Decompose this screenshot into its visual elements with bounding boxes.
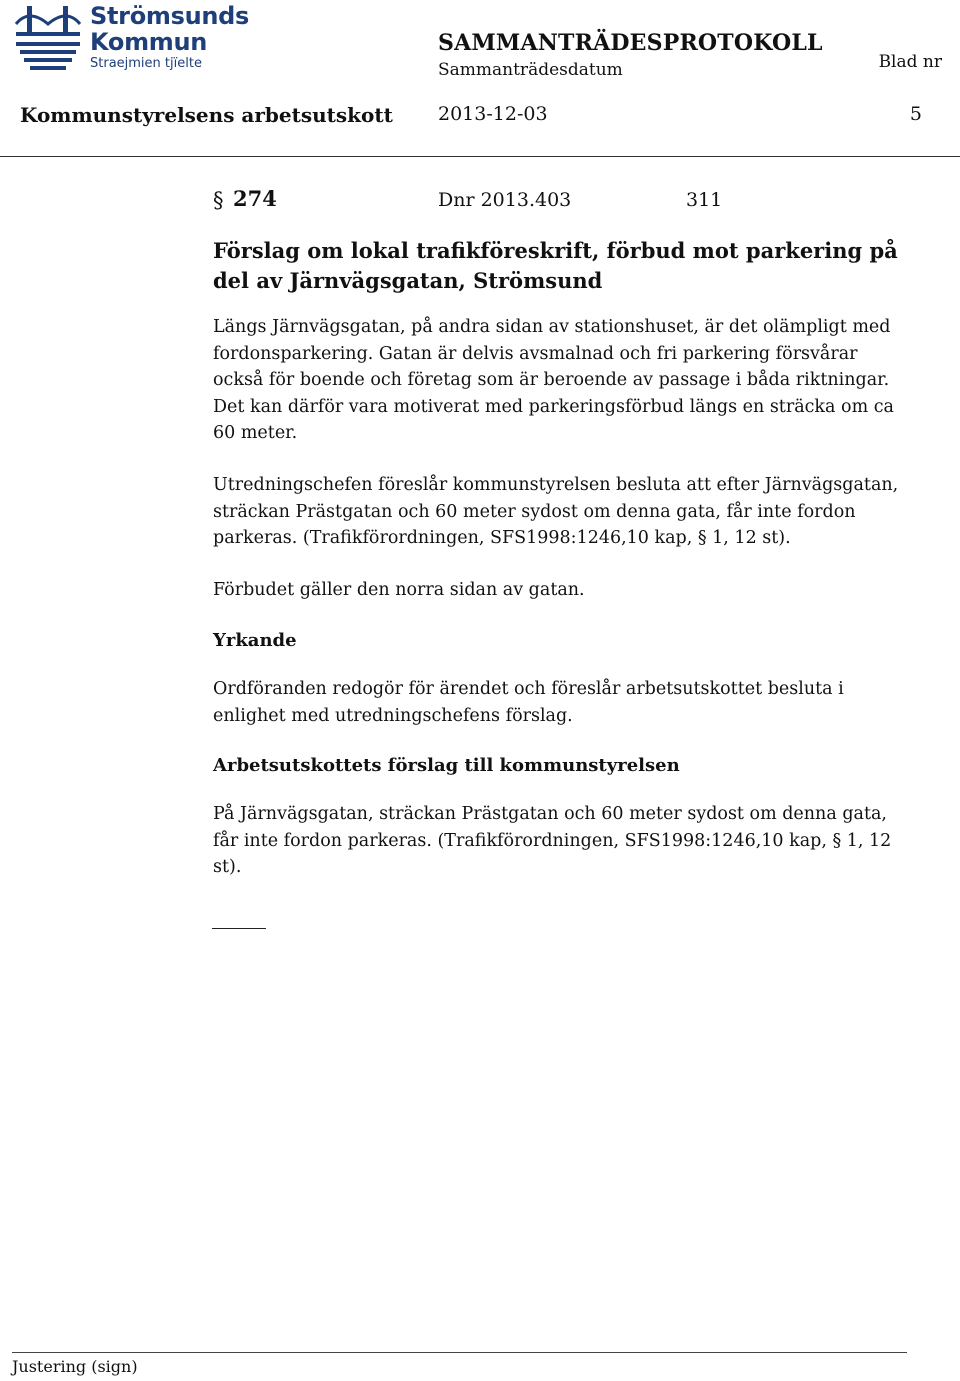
logo-name-line-2: Kommun bbox=[90, 28, 208, 56]
paragraph-scope: Förbudet gäller den norra sidan av gatan. bbox=[213, 580, 585, 600]
meeting-date-label: Sammanträdesdatum bbox=[438, 60, 623, 80]
bridge-emblem-icon bbox=[14, 2, 82, 72]
paragraph-proposal: Utredningschefen föreslår kommunstyrelsen besluta att efter Järnvägsgatan, sträckan Prästgatan och 60 meter sydost om denna gata, får inte fordon parkeras. (Trafikförordningen, SFS1998:1246,10 kap, § 1, 12 st). bbox=[213, 475, 899, 548]
heading-yrkande: Yrkande bbox=[213, 630, 297, 651]
footer-divider bbox=[12, 1352, 907, 1353]
paragraph-background: Längs Järnvägsgatan, på andra sidan av stationshuset, är det olämpligt med fordonsparkering. Gatan är delvis avsmalnad och fri parkering försvårar också för boende och företag som är beroende av passage i båda riktningar. Det kan därför vara motiverat med parkeringsförbud längs en sträcka om ca 60 meter. bbox=[213, 317, 894, 443]
page-number-label: Blad nr bbox=[878, 52, 942, 72]
diary-number: Dnr 2013.403 bbox=[438, 189, 572, 211]
paragraph-committee-proposal: På Järnvägsgatan, sträckan Prästgatan och 60 meter sydost om denna gata, får inte fordon parkeras. (Trafikförordningen, SFS1998:1246,10 kap, § 1, 12 st). bbox=[213, 804, 892, 877]
committee-name: Kommunstyrelsens arbetsutskott bbox=[20, 103, 393, 127]
document-type-title: SAMMANTRÄDESPROTOKOLL bbox=[438, 30, 823, 56]
signature-label: Justering (sign) bbox=[12, 1357, 138, 1376]
item-number: 274 bbox=[233, 186, 277, 211]
heading-committee-proposal: Arbetsutskottets förslag till kommunstyrelsen bbox=[213, 755, 680, 776]
item-title: Förslag om lokal trafikföreskrift, förbud mot parkering på del av Järnvägsgatan, Strömsund bbox=[213, 238, 898, 293]
municipality-logo bbox=[14, 2, 250, 74]
section-sign: § bbox=[213, 188, 224, 212]
header-divider bbox=[0, 156, 960, 157]
logo-sami-name: Straejmien tjïelte bbox=[90, 56, 202, 71]
paragraph-motion: Ordföranden redogör för ärendet och föreslår arbetsutskottet besluta i enlighet med utredningschefens förslag. bbox=[213, 679, 844, 726]
page-number: 5 bbox=[909, 103, 922, 125]
meeting-date: 2013-12-03 bbox=[438, 103, 548, 125]
end-of-item-rule bbox=[212, 928, 266, 929]
classification-code: 311 bbox=[686, 189, 723, 211]
logo-name-line-1: Strömsunds bbox=[90, 2, 250, 30]
